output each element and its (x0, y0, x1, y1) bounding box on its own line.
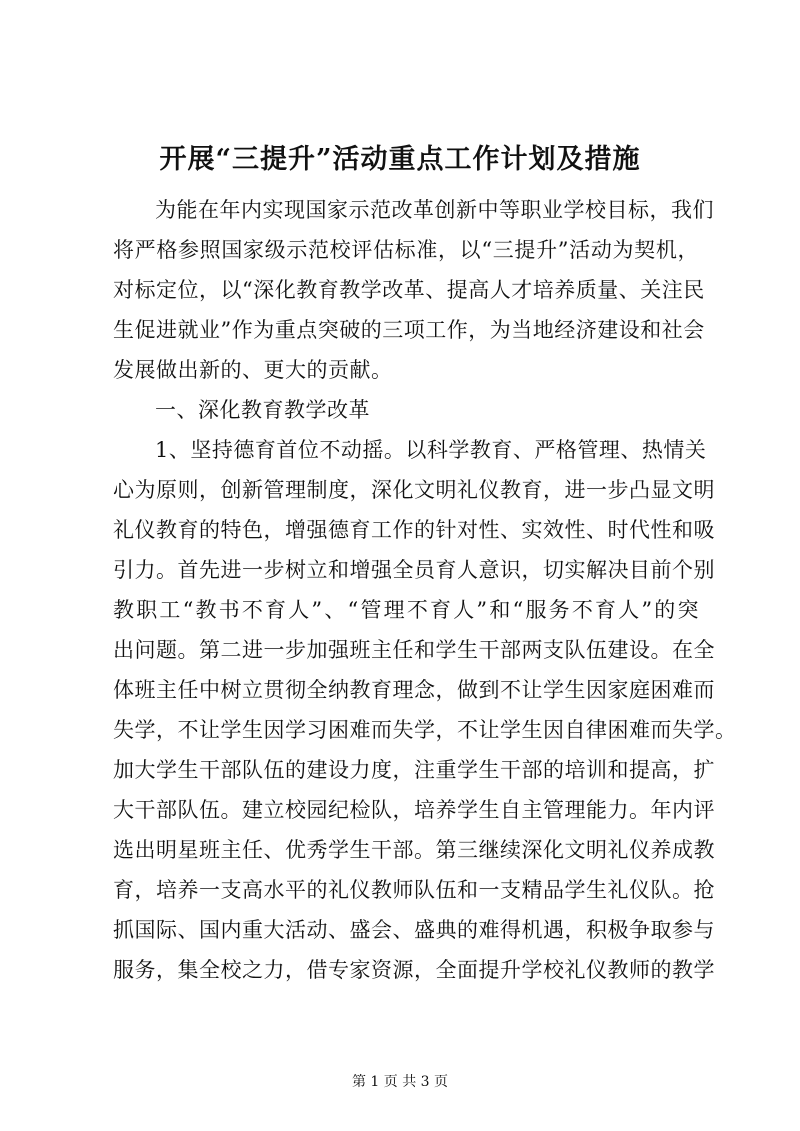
paragraph-line: 引力。首先进一步树立和增强全员育人意识，切实解决目前个别 (113, 558, 715, 582)
paragraph-line: 育，培养一支高水平的礼仪教师队伍和一支精品学生礼仪队。抢 (113, 878, 715, 902)
paragraph-line: 心为原则，创新管理制度，深化文明礼仪教育，进一步凸显文明 (113, 478, 715, 502)
paragraph-line: 教职工“教书不育人”、“管理不育人”和“服务不育人”的突 (113, 598, 699, 622)
page-number-footer: 第 1 页 共 3 页 (351, 1074, 449, 1090)
paragraph-line: 大干部队伍。建立校园纪检队，培养学生自主管理能力。年内评 (113, 798, 715, 822)
paragraph-line: 失学，不让学生因学习困难而失学，不让学生因自律困难而失学。 (113, 718, 737, 742)
paragraph-line: 将严格参照国家级示范校评估标准，以“三提升”活动为契机， (113, 238, 699, 262)
paragraph-line: 体班主任中树立贯彻全纳教育理念，做到不让学生因家庭困难而 (113, 678, 715, 702)
paragraph-line: 发展做出新的、更大的贡献。 (113, 358, 393, 382)
paragraph-line: 为能在年内实现国家示范改革创新中等职业学校目标，我们 (155, 198, 714, 222)
paragraph-line: 出问题。第二进一步加强班主任和学生干部两支队伍建设。在全 (113, 638, 715, 662)
paragraph-line: 选出明星班主任、优秀学生干部。第三继续深化文明礼仪养成教 (113, 838, 715, 862)
paragraph-line: 礼仪教育的特色，增强德育工作的针对性、实效性、时代性和吸 (113, 518, 715, 542)
paragraph-line: 对标定位，以“深化教育教学改革、提高人才培养质量、关注民 (113, 278, 705, 302)
section-heading: 一、深化教育教学改革 (155, 398, 370, 422)
paragraph-line: 1、坚持德育首位不动摇。以科学教育、严格管理、热情关 (155, 438, 707, 462)
document-title: 开展“三提升”活动重点工作计划及措施 (159, 144, 641, 175)
paragraph-line: 加大学生干部队伍的建设力度，注重学生干部的培训和提高，扩 (113, 758, 715, 782)
paragraph-line: 抓国际、国内重大活动、盛会、盛典的难得机遇，积极争取参与 (113, 918, 715, 942)
paragraph-line: 服务，集全校之力，借专家资源，全面提升学校礼仪教师的教学 (113, 958, 715, 982)
document-body (113, 190, 737, 990)
paragraph-line: 生促进就业”作为重点突破的三项工作，为当地经济建设和社会 (113, 318, 705, 342)
